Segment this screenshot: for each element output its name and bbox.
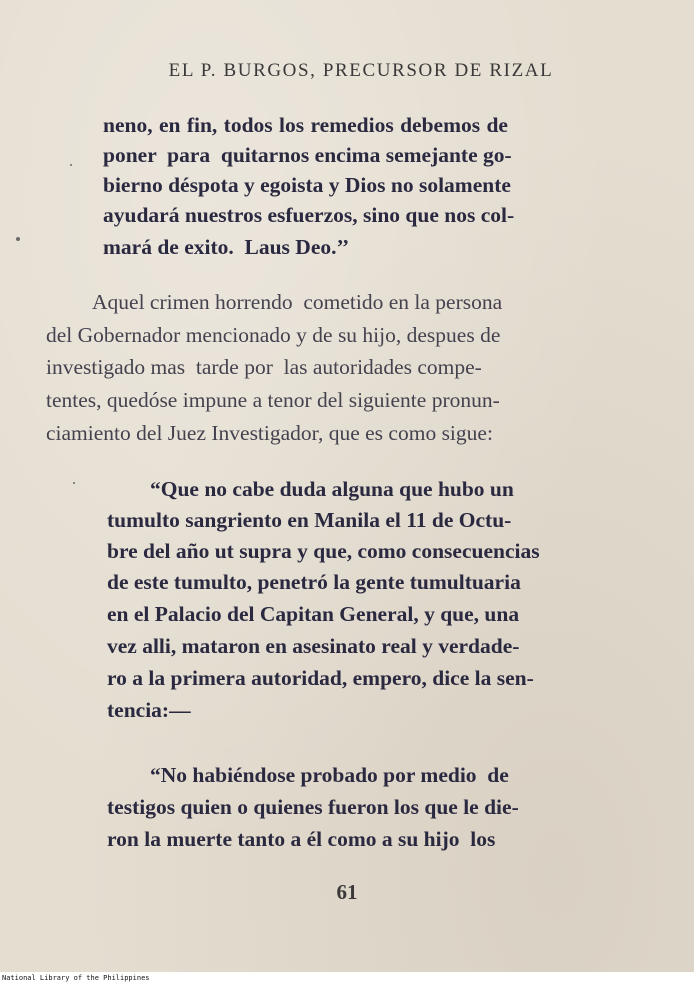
quote-line: “Que no cabe duda alguna que hubo un xyxy=(150,477,514,501)
page-number: 61 xyxy=(336,880,358,904)
body-line: investigado mas tarde por las autoridades compe- xyxy=(46,355,482,379)
quote-line: tencia:— xyxy=(107,698,191,722)
quote-line: ro a la primera autoridad, empero, dice la sen- xyxy=(107,666,534,690)
quote-line: ron la muerte tanto a él como a su hijo los xyxy=(107,827,496,851)
quote-line: mará de exito. Laus Deo.’’ xyxy=(103,235,350,259)
quote-line: ayudará nuestros esfuerzos, sino que nos col- xyxy=(103,203,515,227)
quote-line: tumulto sangriento en Manila el 11 de Octu- xyxy=(107,508,512,532)
quote-line: testigos quien o quienes fueron los que le die- xyxy=(107,795,519,819)
quote-line: poner para quitarnos encima semejante go- xyxy=(103,143,512,167)
quote-line: de este tumulto, penetró la gente tumultuaria xyxy=(107,570,521,594)
quote-line: bre del año ut supra y que, como consecuencias xyxy=(107,539,540,563)
quote-line: bierno déspota y egoista y Dios no solamente xyxy=(103,173,511,197)
body-line: tentes, quedóse impune a tenor del siguiente pronun- xyxy=(46,388,500,412)
library-watermark: National Library of the Philippines xyxy=(2,974,150,982)
quote-line: vez alli, mataron en asesinato real y verdade- xyxy=(107,634,520,658)
body-line: Aquel crimen horrendo cometido en la persona xyxy=(92,290,503,314)
scan-speck xyxy=(73,482,75,484)
running-header: EL P. BURGOS, PRECURSOR DE RIZAL xyxy=(168,60,554,81)
quote-line: “No habiéndose probado por medio de xyxy=(150,763,509,787)
quote-line: neno, en fin, todos los remedios debemos de xyxy=(103,113,508,137)
quote-line: en el Palacio del Capitan General, y que, una xyxy=(107,602,520,626)
scan-speck xyxy=(16,237,20,241)
body-line: ciamiento del Juez Investigador, que es como sigue: xyxy=(46,421,493,445)
body-line: del Gobernador mencionado y de su hijo, despues de xyxy=(46,323,501,347)
scan-speck xyxy=(70,164,72,166)
